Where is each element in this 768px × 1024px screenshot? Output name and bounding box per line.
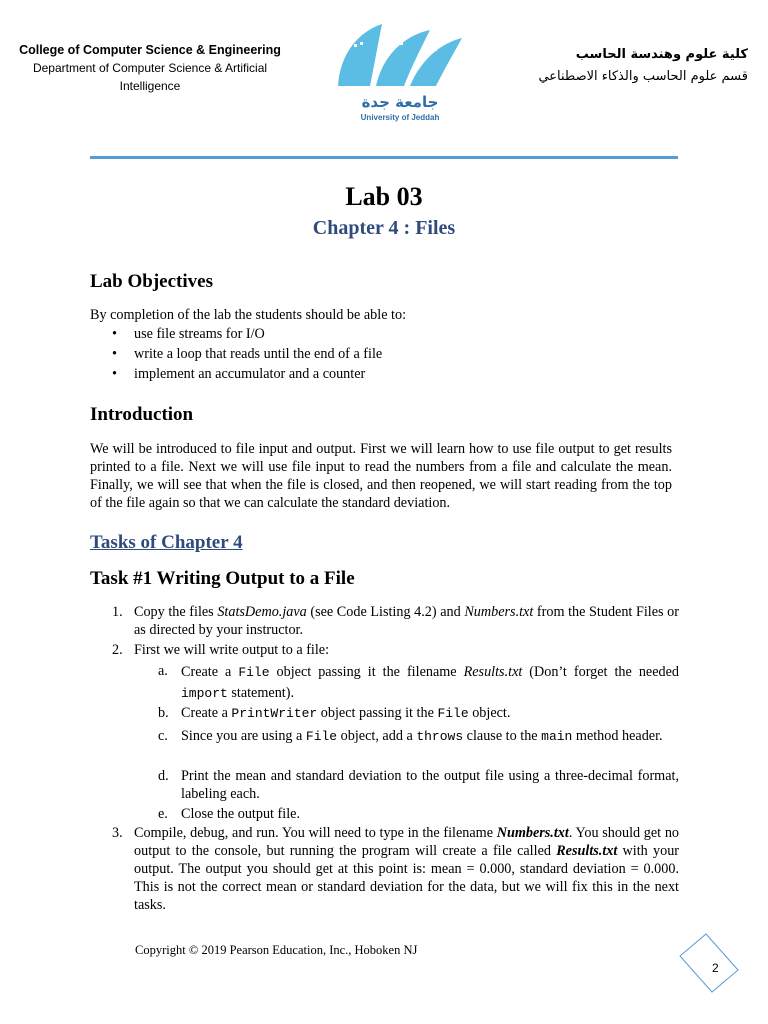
introduction-heading: Introduction <box>90 404 194 425</box>
substep-letter: d. <box>158 768 169 784</box>
substep-b-text: Create a PrintWriter object passing it the File object. <box>181 705 511 721</box>
substep-letter: e. <box>158 806 168 822</box>
college-name-en: College of Computer Science & Engineering <box>19 43 281 57</box>
objectives-heading: Lab Objectives <box>90 271 213 292</box>
department-name-ar: قسم علوم الحاسب والذكاء الاصطناعي <box>538 69 748 84</box>
department-name-en-line2: Intelligence <box>119 79 181 93</box>
step-number: 1. <box>112 604 123 620</box>
step-number: 3. <box>112 825 123 841</box>
logo-english-text: University of Jeddah <box>360 113 440 122</box>
page-number-diamond <box>676 930 742 996</box>
tasks-heading: Tasks of Chapter 4 <box>90 532 243 553</box>
list-item: • use file streams for I/O <box>112 324 382 344</box>
page-title: Lab 03 <box>345 182 423 211</box>
step-number: 2. <box>112 642 123 658</box>
header-divider <box>90 156 678 159</box>
college-name-ar: كلية علوم وهندسة الحاسب <box>575 47 748 62</box>
header-left <box>14 41 286 95</box>
list-item: • write a loop that reads until the end of a file <box>112 344 382 364</box>
substep-d-text: Print the mean and standard deviation to the output file using a three-decimal format, labeling each. <box>181 768 679 802</box>
page-subtitle: Chapter 4 : Files <box>312 217 456 239</box>
objectives-list <box>112 324 382 384</box>
substep-e-text: Close the output file. <box>181 806 301 822</box>
substep-letter: a. <box>158 663 168 679</box>
substep-a-text: Create a File object passing it the filename Results.txt (Don’t forget the needed import statement). <box>181 664 679 701</box>
task1-heading: Task #1 Writing Output to a File <box>90 568 355 589</box>
copyright-footer: Copyright © 2019 Pearson Education, Inc., Hoboken NJ <box>135 943 418 957</box>
introduction-text: We will be introduced to file input and output. First we will learn how to use file output to get results printed to a file. Next we will use file input to read the numbers from a file and calculate the mean. Finally, we will see that when the file is closed, and then reopened, we will start reading from the top of the file again so that we can calculate the standard deviation. <box>90 441 672 511</box>
page-number: 2 <box>712 961 719 975</box>
substep-letter: b. <box>158 705 169 721</box>
filename: StatsDemo.java <box>217 604 307 620</box>
step3-text: Compile, debug, and run. You will need to type in the filename Numbers.txt. You should get no output to the console, but running the program will create a file called Results.txt with your output. The output you should get at this point is: mean = 0.000, standard deviation = 0.000. This is not the correct mean or standard deviation for the data, but we will fix this in the next tasks. <box>134 825 680 913</box>
substep-letter: c. <box>158 728 168 744</box>
logo-arabic-text: جامعة جدة <box>361 93 439 111</box>
step1-text: Copy the files StatsDemo.java (see Code Listing 4.2) and Numbers.txt from the Student Files or as directed by your instructor. <box>134 604 679 638</box>
objectives-intro: By completion of the lab the students should be able to: <box>90 307 407 323</box>
filename: Numbers.txt <box>464 604 534 620</box>
header-right <box>448 44 748 88</box>
step2-text: First we will write output to a file: <box>134 642 330 658</box>
substep-c-text: Since you are using a File object, add a throws clause to the main method header. <box>181 728 663 744</box>
department-name-en-line1: Department of Computer Science & Artificial <box>32 61 268 75</box>
list-item: • implement an accumulator and a counter <box>112 364 382 384</box>
